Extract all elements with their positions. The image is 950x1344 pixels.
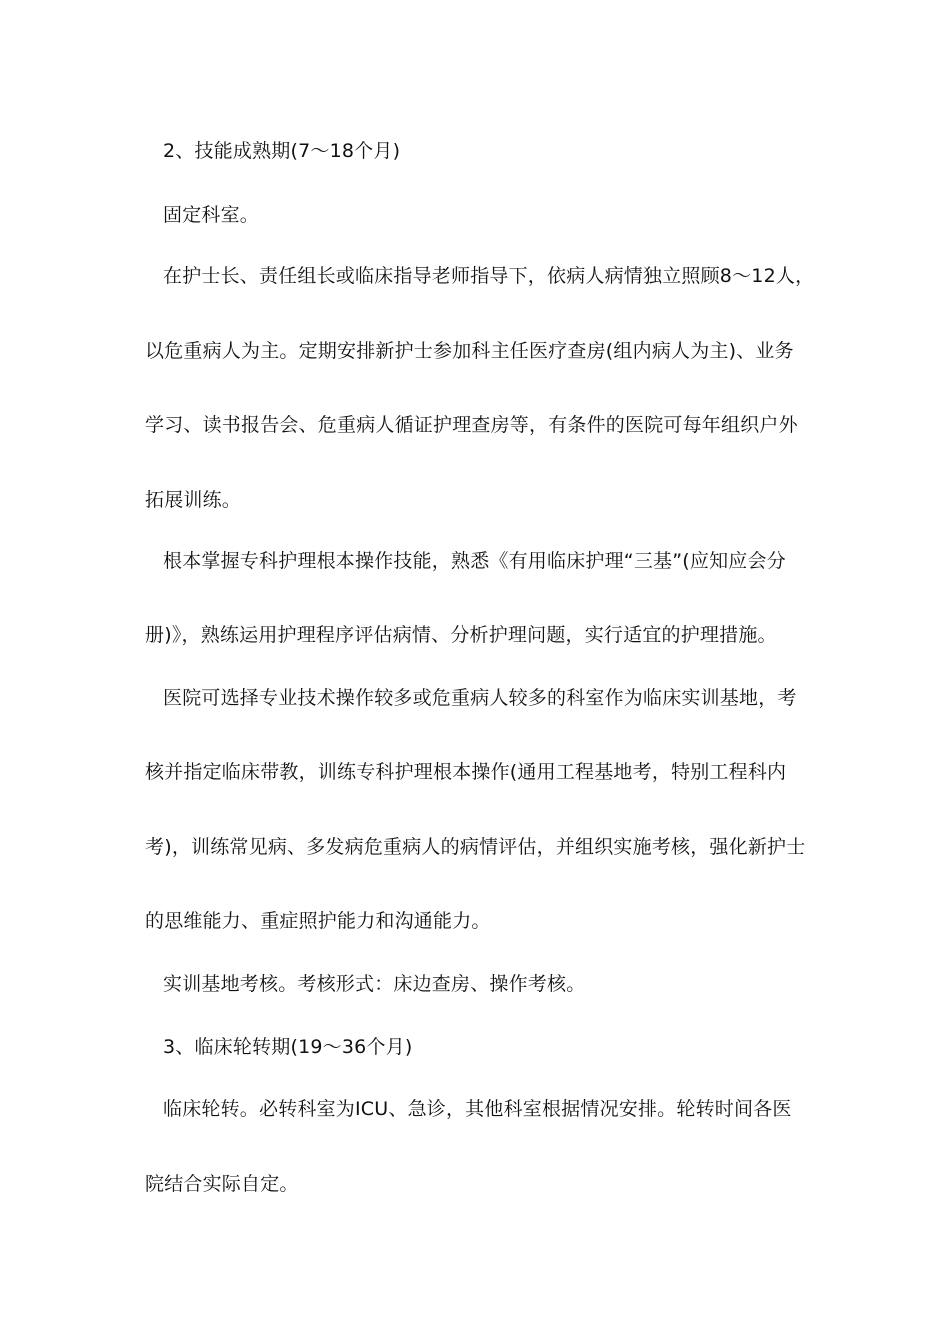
paragraph-line: 拓展训练。: [145, 489, 242, 511]
paragraph-line: 医院可选择专业技术操作较多或危重病人较多的科室作为临床实训基地，考: [163, 687, 797, 709]
paragraph-line: 在护士长、责任组长或临床指导老师指导下，依病人病情独立照顾8～12人，: [163, 265, 815, 287]
paragraph-line: 核并指定临床带教，训练专科护理根本操作(通用工程基地考，特别工程科内: [145, 761, 787, 783]
paragraph-line: 以危重病人为主。定期安排新护士参加科主任医疗查房(组内病人为主)、业务: [145, 340, 794, 362]
paragraph-line: 学习、读书报告会、危重病人循证护理查房等，有条件的医院可每年组织户外: [145, 414, 798, 436]
paragraph-line: 固定科室。: [163, 204, 260, 226]
section-heading-clinical-rotation: 3、临床轮转期(19～36个月): [163, 1036, 413, 1058]
section-heading-skill-maturity: 2、技能成熟期(7～18个月): [163, 140, 401, 162]
paragraph-line: 实训基地考核。考核形式：床边查房、操作考核。: [163, 973, 586, 995]
paragraph-line: 临床轮转。必转科室为ICU、急诊，其他科室根据情况安排。轮转时间各医: [163, 1098, 792, 1120]
paragraph-line: 根本掌握专科护理根本操作技能，熟悉《有用临床护理“三基”(应知应会分: [163, 550, 786, 572]
paragraph-line: 册)》，熟练运用护理程序评估病情、分析护理问题，实行适宜的护理措施。: [145, 624, 777, 646]
paragraph-line: 院结合实际自定。: [145, 1173, 299, 1195]
paragraph-line: 考)，训练常见病、多发病危重病人的病情评估，并组织实施考核，强化新护士: [145, 836, 806, 858]
paragraph-line: 的思维能力、重症照护能力和沟通能力。: [145, 910, 491, 932]
